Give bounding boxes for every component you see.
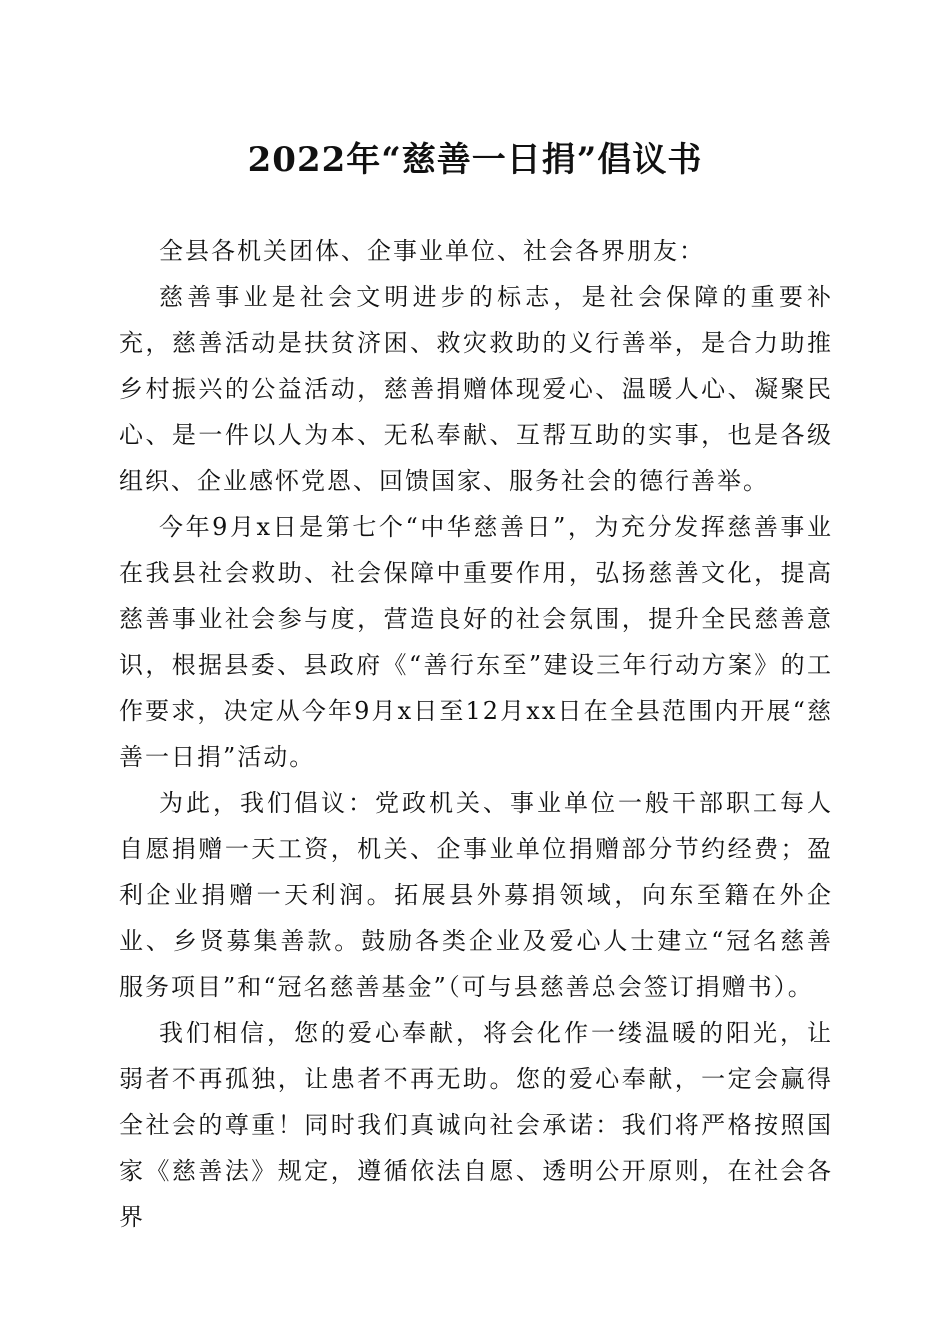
paragraph-3: 为此，我们倡议：党政机关、事业单位一般干部职工每人自愿捐赠一天工资，机关、企事业单位捐赠部分节约经费；盈利企业捐赠一天利润。拓展县外募捐领域，向东至籍在外企业、乡贤募集善款。鼓励各类企业及爱心人士建立“冠名慈善服务项目”和“冠名慈善基金”（可与县慈善总会签订捐赠书）。 — [119, 789, 833, 1001]
document-title: 2022年“慈善一日捐”倡议书 — [247, 140, 703, 180]
salutation: 全县各机关团体、企事业单位、社会各界朋友： — [159, 237, 705, 265]
paragraph-1: 慈善事业是社会文明进步的标志，是社会保障的重要补充，慈善活动是扶贫济困、救灾救助的义行善举，是合力助推乡村振兴的公益活动，慈善捐赠体现爱心、温暖人心、凝聚民心、是一件以人为本、无私奉献、互帮互助的实事，也是各级组织、企业感怀党恩、回馈国家、服务社会的德行善举。 — [119, 283, 833, 495]
document-body — [119, 228, 833, 1240]
paragraph-4: 我们相信，您的爱心奉献，将会化作一缕温暖的阳光，让弱者不再孤独，让患者不再无助。您的爱心奉献，一定会赢得全社会的尊重！同时我们真诚向社会承诺：我们将严格按照国家《慈善法》规定，遵循依法自愿、透明公开原则，在社会各界 — [119, 1019, 833, 1231]
paragraph-2: 今年9月x日是第七个“中华慈善日”，为充分发挥慈善事业在我县社会救助、社会保障中重要作用，弘扬慈善文化，提高慈善事业社会参与度，营造良好的社会氛围，提升全民慈善意识，根据县委、县政府《“善行东至”建设三年行动方案》的工作要求，决定从今年9月x日至12月xx日在全县范围内开展“慈善一日捐”活动。 — [119, 513, 833, 771]
